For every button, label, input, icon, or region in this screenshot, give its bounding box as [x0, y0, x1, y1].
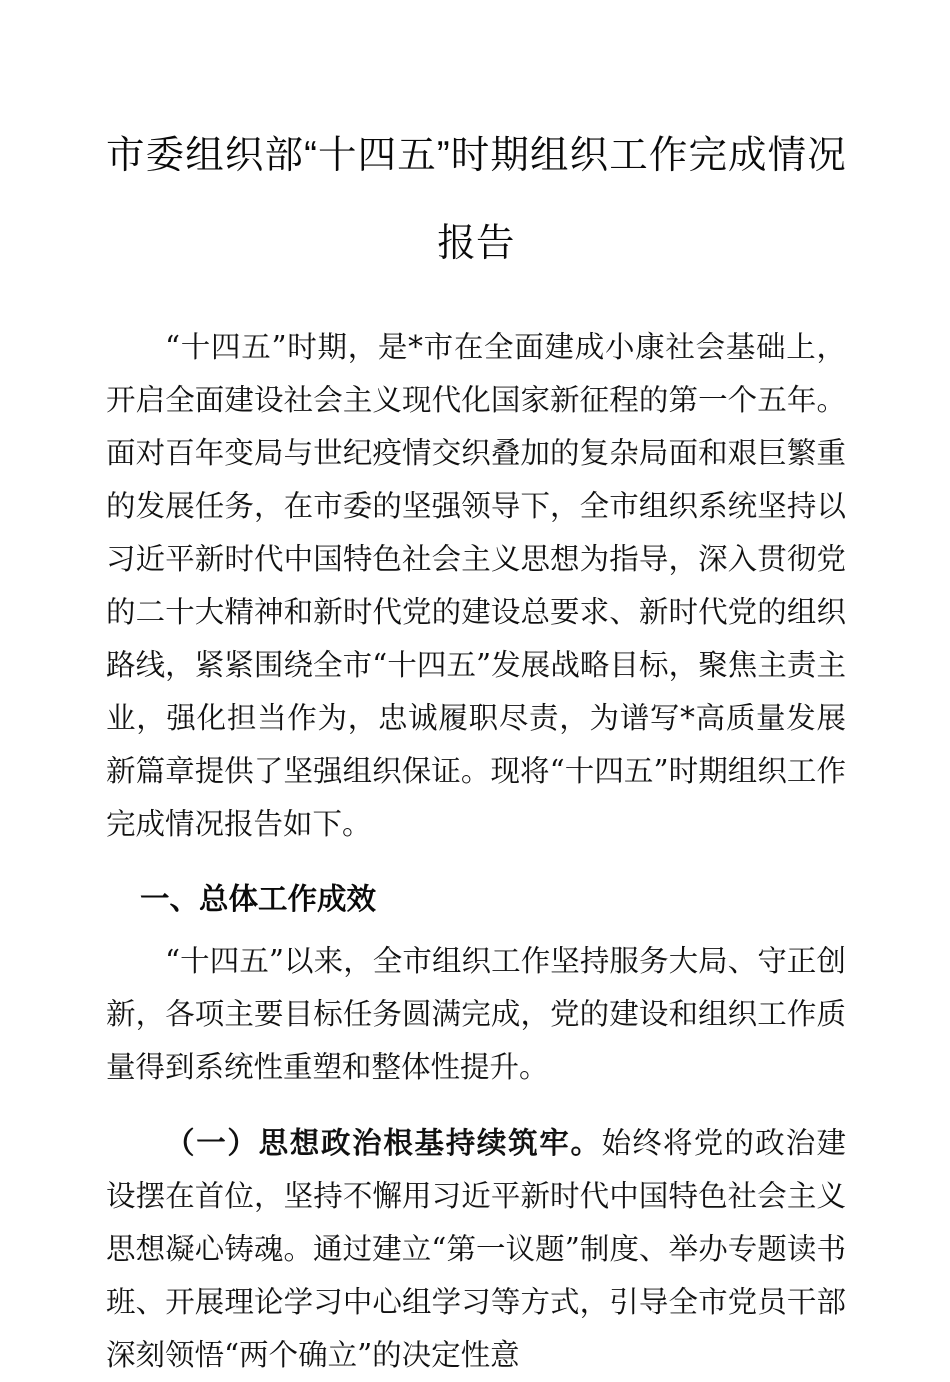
- section-heading-overall-effectiveness: 一、总体工作成效: [140, 883, 377, 916]
- paragraph-intro: “十四五”时期，是*市在全面建成小康社会基础上，开启全面建设社会主义现代化国家新征程的第一个五年。面对百年变局与世纪疫情交织叠加的复杂局面和艰巨繁重的发展任务，在市委的坚强领导下，全市组织系统坚持以习近平新时代中国特色社会主义思想为指导，深入贯彻党的二十大精神和新时代党的建设总要求、新时代党的组织路线，紧紧围绕全市“十四五”发展战略目标，聚焦主责主业，强化担当作为，忠诚履职尽责，为谱写*高质量发展新篇章提供了坚强组织保证。现将“十四五”时期组织工作完成情况报告如下。: [106, 330, 846, 841]
- document-content-column: [106, 0, 846, 1382]
- paragraph-section-1-body: “十四五”以来，全市组织工作坚持服务大局、守正创新，各项主要目标任务圆满完成，党的建设和组织工作质量得到系统性重塑和整体性提升。: [106, 944, 846, 1084]
- subsection-lead-label: （一）思想政治根基持续筑牢。: [165, 1125, 602, 1160]
- page-title: 市委组织部“十四五”时期组织工作完成情况报告: [106, 134, 846, 265]
- paragraph-subsection-1: [106, 1094, 846, 1382]
- subsection-body-text: 始终将党的政治建设摆在首位，坚持不懈用习近平新时代中国特色社会主义思想凝心铸魂。通过建立“第一议题”制度、举办专题读书班、开展理论学习中心组学习等方式，引导全市党员干部深刻领悟“两个确立”的决定性意: [106, 1126, 846, 1372]
